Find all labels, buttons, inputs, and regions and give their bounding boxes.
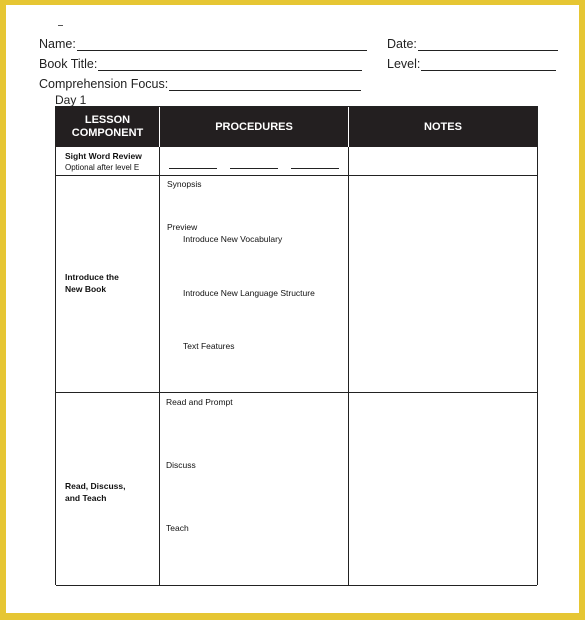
notes-cell-read-discuss-teach[interactable] bbox=[349, 393, 537, 585]
lesson-table bbox=[55, 106, 538, 585]
column-header-procedures: PROCEDURES bbox=[215, 120, 293, 133]
procedure-discuss: Discuss bbox=[166, 460, 196, 470]
sight-word-blank-3[interactable] bbox=[291, 168, 339, 169]
book-title-line[interactable] bbox=[98, 58, 362, 71]
procedure-language-structure: Introduce New Language Structure bbox=[183, 288, 315, 298]
book-title-label: Book Title: bbox=[39, 57, 98, 71]
procedure-preview: Preview bbox=[167, 222, 198, 232]
name-field[interactable] bbox=[39, 37, 367, 51]
column-divider bbox=[159, 147, 160, 586]
row-divider bbox=[56, 585, 537, 586]
procedure-introduce-vocabulary: Introduce New Vocabulary bbox=[183, 234, 283, 244]
column-header-notes: NOTES bbox=[424, 120, 462, 133]
level-line[interactable] bbox=[421, 58, 556, 71]
row-label-read-discuss-teach: Read, Discuss, and Teach bbox=[65, 481, 126, 503]
procedure-text-features: Text Features bbox=[183, 341, 235, 351]
page-mark bbox=[58, 25, 63, 26]
name-line[interactable] bbox=[77, 38, 367, 51]
procedure-teach: Teach bbox=[166, 523, 189, 533]
level-field[interactable] bbox=[387, 57, 556, 71]
date-field[interactable] bbox=[387, 37, 558, 51]
row-note-optional: Optional after level E bbox=[65, 163, 140, 172]
table-header bbox=[56, 107, 537, 147]
comprehension-line[interactable] bbox=[169, 78, 361, 91]
name-label: Name: bbox=[39, 37, 76, 51]
date-label: Date: bbox=[387, 37, 417, 51]
lesson-plan-page bbox=[6, 5, 579, 613]
day-label: Day 1 bbox=[55, 93, 87, 107]
notes-cell-sight-word[interactable] bbox=[349, 148, 537, 175]
sight-word-blank-1[interactable] bbox=[169, 168, 217, 169]
row-label-introduce-new-book: Introduce the New Book bbox=[65, 272, 119, 294]
comprehension-field[interactable] bbox=[39, 77, 361, 91]
sight-word-blank-2[interactable] bbox=[230, 168, 278, 169]
book-title-field[interactable] bbox=[39, 57, 362, 71]
row-label-sight-word-review: Sight Word Review bbox=[65, 151, 142, 161]
notes-cell-introduce-book[interactable] bbox=[349, 176, 537, 392]
procedure-read-and-prompt: Read and Prompt bbox=[166, 397, 233, 407]
comprehension-label: Comprehension Focus: bbox=[39, 77, 169, 91]
level-label: Level: bbox=[387, 57, 421, 71]
column-header-lesson-component: LESSON COMPONENT bbox=[71, 114, 144, 139]
procedure-synopsis: Synopsis bbox=[167, 179, 202, 189]
date-line[interactable] bbox=[418, 38, 558, 51]
